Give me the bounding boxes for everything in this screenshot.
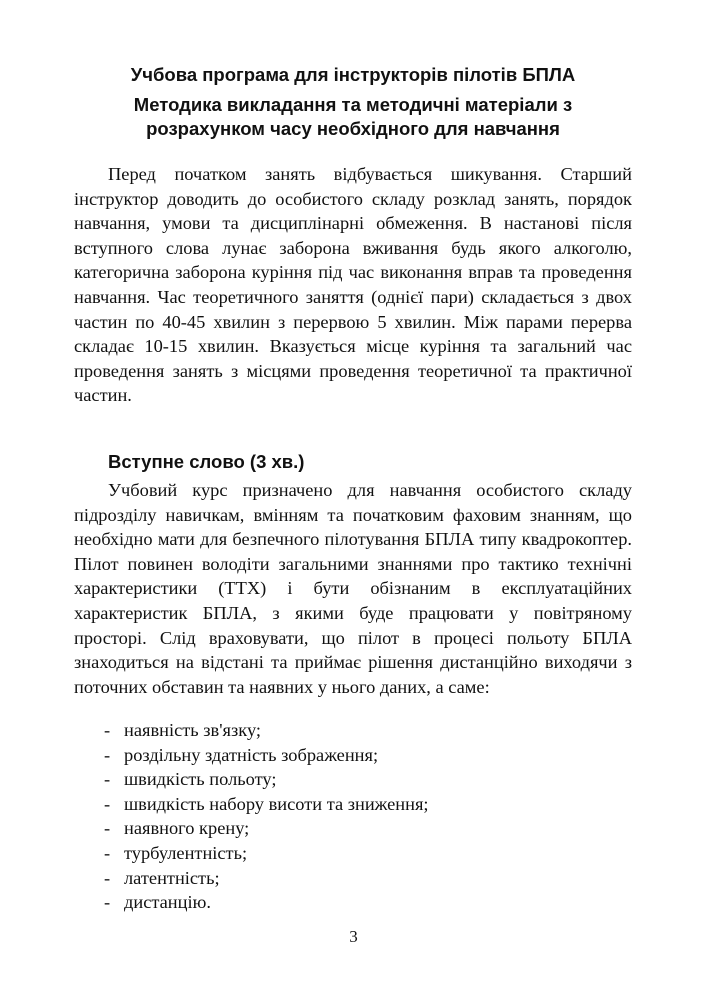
list-item-text: швидкість польоту; [124, 769, 277, 790]
section-heading: Вступне слово (3 хв.) [108, 451, 305, 472]
section-paragraph: Учбовий курс призначено для навчання особистого складу підрозділу навичкам, вмінням та початковим фаховим знанням, що необхідно мати для безпечного пілотування БПЛА типу квадрокоптер. Пілот повинен володіти загальними знаннями про тактико технічні характеристики (ТТХ) і бути обізнаним в експлуатаційних характеристик БПЛА, з якими буде працювати у повітряному просторі. Слід враховувати, що пілот в процесі польоту БПЛА знаходиться на відстані та приймає рішення дистанційно виходячи з поточних обставин та наявних у нього даних, а саме: [74, 480, 632, 697]
list-item-text: латентність; [124, 867, 220, 888]
list-dash: - [104, 720, 111, 740]
list-item [104, 792, 429, 817]
intro-paragraph: Перед початком занять відбувається шикування. Старший інструктор доводить до особистого складу розклад занять, порядок навчання, умови та дисциплінарні обмеження. В настанові після вступного слова лунає заборона вживання будь якого алкоголю, категорична заборона куріння під час виконання вправ та проведення навчання. Час теоретичного заняття (однієї пари) складається з двох частин по 40-45 хвилин з перервою 5 хвилин. Між парами перерва складає 10-15 хвилин. Вказується місце куріння та загальний час проведення занять з місцями проведення теоретичної та практичної частин. [74, 164, 632, 406]
document-subtitle-line-2: розрахунком часу необхідного для навчання [146, 118, 560, 139]
list-dash: - [104, 842, 111, 863]
list-item-text: наявного крену; [124, 818, 250, 839]
list-dash: - [104, 769, 111, 790]
list-item [104, 718, 429, 743]
list-dash: - [104, 867, 111, 888]
list-item [104, 866, 429, 891]
list-item [104, 890, 429, 915]
list-item [104, 743, 429, 768]
factors-list [104, 718, 429, 915]
document-subtitle-line-1: Методика викладання та методичні матеріали з [133, 94, 573, 115]
list-item-text: роздільну здатність зображення; [124, 744, 379, 765]
list-dash: - [104, 818, 111, 839]
list-item [104, 816, 429, 841]
list-item-text: швидкість набору висоти та зниження; [124, 793, 429, 814]
list-item [104, 767, 429, 792]
list-dash: - [104, 793, 111, 814]
list-dash: - [104, 892, 111, 913]
list-dash: - [104, 744, 111, 765]
list-item [104, 841, 429, 866]
document-title-line-1: Учбова програма для інструкторів пілотів БПЛА [130, 64, 576, 85]
list-item-text: наявність зв'язку; [124, 720, 262, 740]
list-item-text: дистанцію. [124, 892, 211, 913]
page-number: 3 [349, 927, 358, 946]
list-item-text: турбулентність; [124, 842, 248, 863]
